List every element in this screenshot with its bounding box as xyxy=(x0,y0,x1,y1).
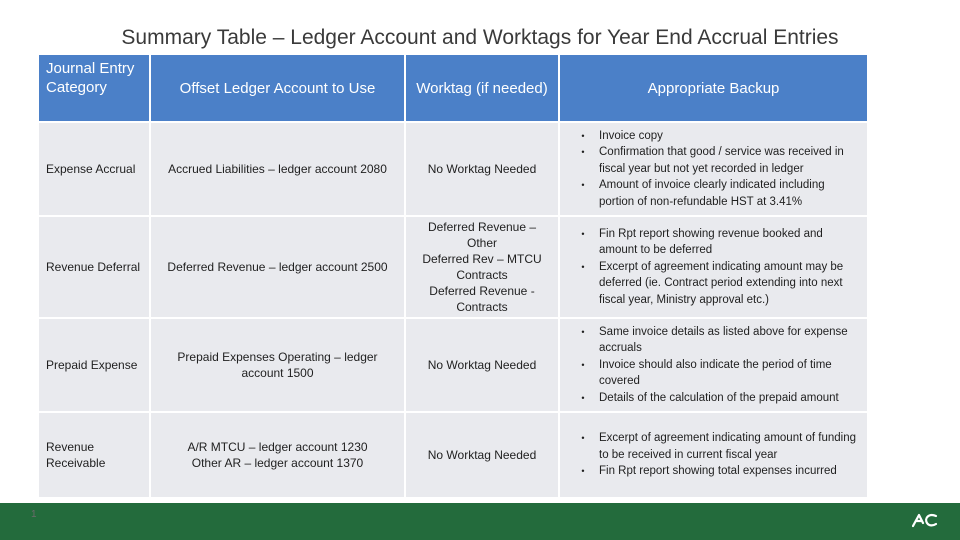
bullet-icon: • xyxy=(581,326,585,337)
footer-bar xyxy=(0,503,960,540)
ledger-line: A/R MTCU – ledger account 1230 xyxy=(187,440,368,454)
list-item: • Same invoice details as listed above for expense accruals xyxy=(567,324,860,357)
row-revenue-deferral-worktag xyxy=(406,217,558,317)
row-prepaid-expense-category: Prepaid Expense xyxy=(39,319,149,411)
list-item: • Details of the calculation of the prepaid amount xyxy=(567,390,860,407)
row-prepaid-expense-backup xyxy=(560,319,867,411)
list-item: • Fin Rpt report showing revenue booked and amount to be deferred xyxy=(567,226,860,259)
worktag-line: Deferred Rev – MTCU Contracts xyxy=(422,252,542,282)
page-title: Summary Table – Ledger Account and Worktags for Year End Accrual Entries xyxy=(121,26,839,49)
list-item: • Fin Rpt report showing total expenses incurred xyxy=(567,463,860,480)
summary-table xyxy=(39,55,867,497)
row-revenue-deferral-category: Revenue Deferral xyxy=(39,217,149,317)
row-revenue-receivable-ledger xyxy=(151,413,404,497)
row-prepaid-expense-ledger: Prepaid Expenses Operating – ledger account 1500 xyxy=(151,319,404,411)
row-revenue-receivable-backup xyxy=(560,413,867,497)
list-item: • Confirmation that good / service was received in fiscal year but not yet recorded in ledger xyxy=(567,144,860,177)
bullet-icon: • xyxy=(581,261,585,272)
list-item: • Invoice copy xyxy=(567,128,860,145)
row-expense-accrual-category: Expense Accrual xyxy=(39,123,149,215)
bullet-icon: • xyxy=(581,359,585,370)
worktag-line: Deferred Revenue - Contracts xyxy=(429,284,535,314)
header-offset-ledger-account: Offset Ledger Account to Use xyxy=(151,55,404,121)
ledger-line: Other AR – ledger account 1370 xyxy=(191,456,364,470)
bullet-icon: • xyxy=(581,392,585,403)
bullet-icon: • xyxy=(581,130,585,141)
bullet-icon: • xyxy=(581,433,585,444)
row-expense-accrual-backup xyxy=(560,123,867,215)
row-revenue-deferral-ledger: Deferred Revenue – ledger account 2500 xyxy=(151,217,404,317)
row-revenue-receivable-worktag xyxy=(406,413,558,497)
page-number: 1 xyxy=(31,509,37,520)
row-revenue-deferral-backup xyxy=(560,217,867,317)
list-item: • Amount of invoice clearly indicated including portion of non-refundable HST at 3.41% xyxy=(567,177,860,210)
list-item: • Excerpt of agreement indicating amount of funding to be received in current fiscal year xyxy=(567,430,860,463)
worktag-line: No Worktag Needed xyxy=(427,358,537,372)
worktag-line: No Worktag Needed xyxy=(427,162,537,176)
bullet-icon: • xyxy=(581,466,585,477)
bullet-icon: • xyxy=(581,147,585,158)
row-expense-accrual-worktag xyxy=(406,123,558,215)
backup-list xyxy=(567,226,860,309)
worktag-line: No Worktag Needed xyxy=(427,448,537,462)
header-appropriate-backup: Appropriate Backup xyxy=(560,55,867,121)
row-expense-accrual-ledger: Accrued Liabilities – ledger account 2080 xyxy=(151,123,404,215)
row-prepaid-expense-worktag xyxy=(406,319,558,411)
backup-list xyxy=(567,430,860,480)
bullet-icon: • xyxy=(581,228,585,239)
header-journal-entry-category: Journal Entry Category xyxy=(39,55,149,121)
list-item: • Invoice should also indicate the period of time covered xyxy=(567,357,860,390)
worktag-line: Deferred Revenue – Other xyxy=(427,220,537,250)
list-item: • Excerpt of agreement indicating amount may be deferred (ie. Contract period extending into next fiscal year, Ministry approval etc.) xyxy=(567,259,860,309)
bullet-icon: • xyxy=(581,180,585,191)
backup-list xyxy=(567,324,860,407)
backup-list xyxy=(567,128,860,211)
row-revenue-receivable-category: Revenue Receivable xyxy=(39,413,149,497)
ac-logo-icon xyxy=(912,512,938,528)
header-worktag: Worktag (if needed) xyxy=(406,55,558,121)
